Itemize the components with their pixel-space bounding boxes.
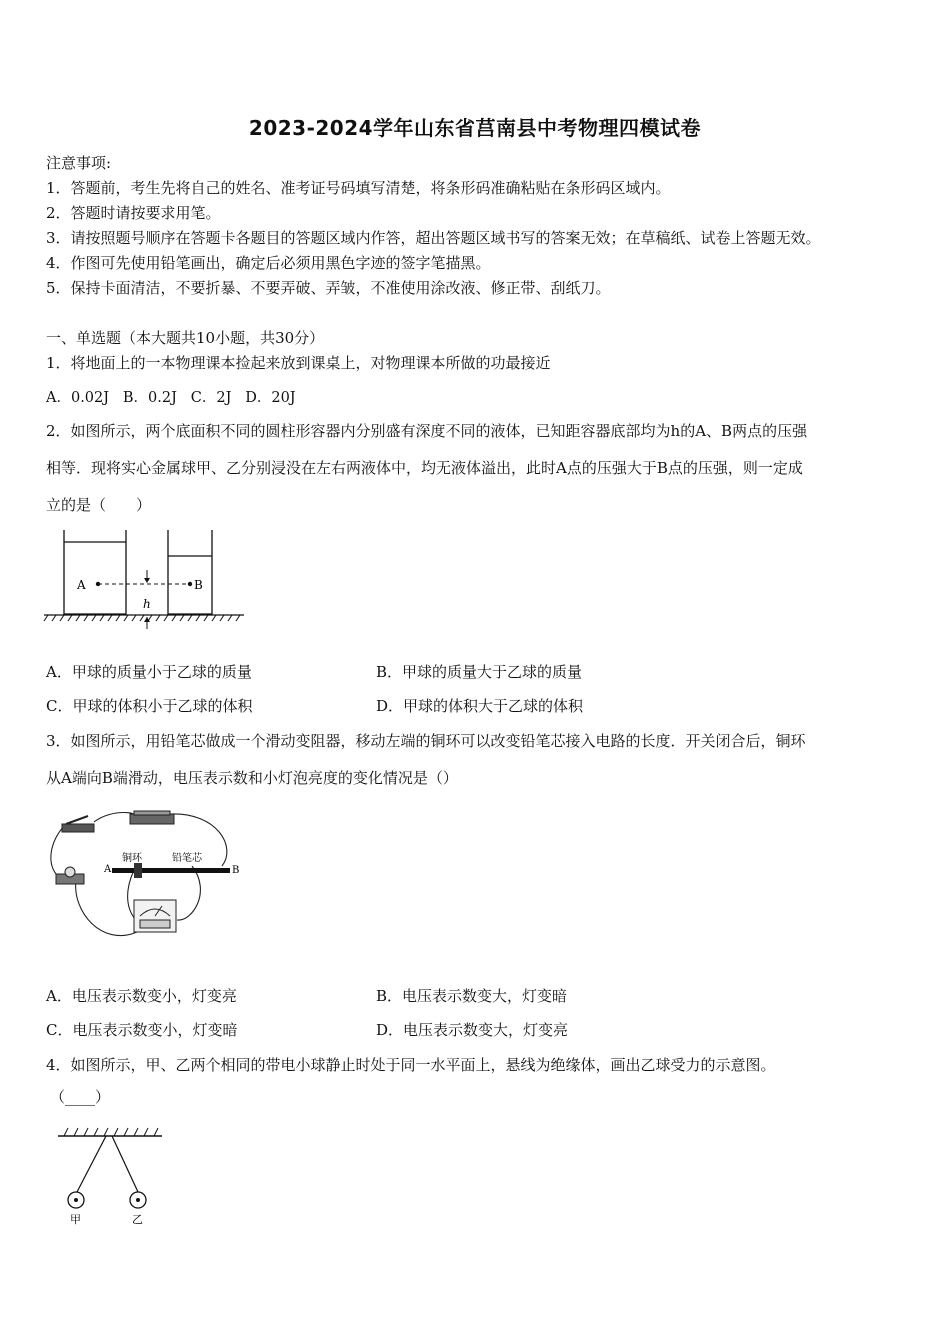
q3-circuit-figure — [42, 802, 242, 952]
notice-item: 5．保持卡面清洁，不要折暴、不要弄破、弄皱，不准使用涂改液、修正带、刮纸刀。 — [46, 279, 611, 297]
notice-item: 3．请按照题号顺序在答题卡各题目的答题区域内作答，超出答题区域书写的答案无效；在草稿纸、试卷上答题无效。 — [46, 229, 821, 247]
q3-option-b: B．电压表示数变大，灯变暗 — [376, 987, 568, 1005]
q3-option-a: A．电压表示数变小，灯变亮 — [46, 987, 237, 1005]
label-pencil-lead: 铅笔芯 — [172, 853, 202, 864]
q2-option-a: A．甲球的质量小于乙球的质量 — [46, 663, 252, 681]
notice-item: 4．作图可先使用铅笔画出，确定后必须用黑色字迹的签字笔描黑。 — [46, 254, 491, 272]
q4-stem: 4．如图所示，甲、乙两个相同的带电小球静止时处于同一水平面上，悬线为绝缘体，画出乙球受力的示意图。 — [46, 1056, 776, 1074]
q3-option-c: C．电压表示数变小，灯变暗 — [46, 1021, 238, 1039]
label-h: h — [143, 597, 151, 611]
q1-stem: 1．将地面上的一本物理课本捡起来放到课桌上，对物理课本所做的功最接近 — [46, 354, 551, 372]
label-b: B — [194, 578, 203, 592]
label-copper-ring: 铜环 — [122, 853, 142, 864]
label-yi: 乙 — [132, 1213, 143, 1226]
q1-options: A．0.02J B．0.2J C．2J D．20J — [46, 390, 296, 406]
q4-answer-blank[interactable]: （____） — [50, 1088, 111, 1106]
q2-containers-figure — [40, 522, 250, 632]
section-heading: 一、单选题（本大题共10小题，共30分） — [46, 329, 325, 347]
q4-hanging-balls-figure — [46, 1118, 168, 1228]
q2-option-c: C．甲球的体积小于乙球的体积 — [46, 697, 253, 715]
q3-stem-line2: 从A端向B端滑动，电压表示数和小灯泡亮度的变化情况是（） — [46, 769, 458, 787]
notice-item: 1．答题前，考生先将自己的姓名、准考证号码填写清楚，将条形码准确粘贴在条形码区域内。 — [46, 179, 671, 197]
notice-item: 2．答题时请按要求用笔。 — [46, 204, 221, 222]
q3-stem-line1: 3．如图所示，用铅笔芯做成一个滑动变阻器，移动左端的铜环可以改变铅笔芯接入电路的长度．开关闭合后，铜环 — [46, 732, 806, 750]
q2-option-b: B．甲球的质量大于乙球的质量 — [376, 663, 583, 681]
q2-stem-line1: 2．如图所示，两个底面积不同的圆柱形容器内分别盛有深度不同的液体，已知距容器底部均为h的A、B两点的压强 — [46, 422, 808, 440]
q2-option-d: D．甲球的体积大于乙球的体积 — [376, 697, 584, 715]
page-title: 2023-2024学年山东省莒南县中考物理四模试卷 — [248, 116, 702, 140]
q2-stem-line2: 相等．现将实心金属球甲、乙分别浸没在左右两液体中，均无液体溢出，此时A点的压强大于B点的压强，则一定成 — [46, 459, 803, 477]
q2-stem-line3: 立的是（ ） — [46, 496, 152, 514]
notice-heading: 注意事项: — [46, 154, 112, 172]
q3-option-d: D．电压表示数变大，灯变亮 — [376, 1021, 569, 1039]
label-jia: 甲 — [70, 1213, 81, 1226]
label-a: A — [77, 578, 86, 592]
label-b: B — [232, 865, 240, 876]
label-a: A — [104, 864, 112, 875]
